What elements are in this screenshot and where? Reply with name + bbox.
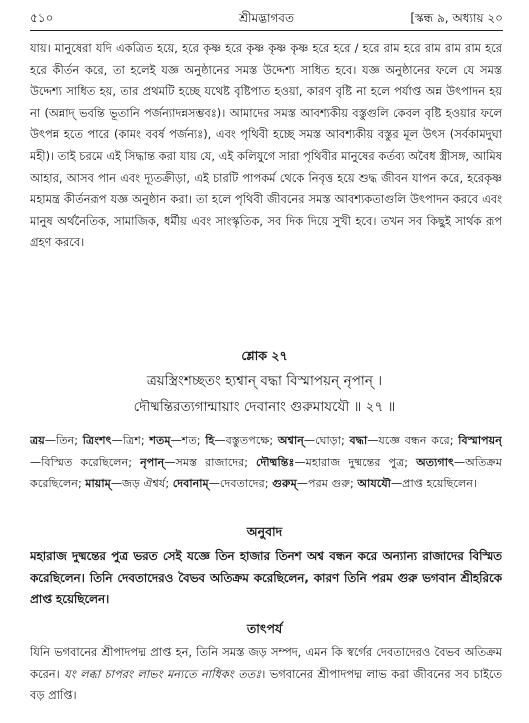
book-title: শ্রীমদ্ভাগবত bbox=[238, 11, 294, 25]
synonym-meaning: —ত্রিশ; bbox=[111, 434, 150, 447]
purport-text-b: । ভগবানের শ্রীপাদপদ্ম লাভ করা জীবনের সব চাইতে বড় প্রাপ্তি। bbox=[30, 666, 502, 703]
synonym-word: দৌষ্মন্তিঃ bbox=[256, 455, 295, 469]
synonym-word: হি bbox=[205, 434, 215, 447]
synonym-meaning: —জড় ঐশ্বর্য; bbox=[110, 477, 173, 491]
synonym-meaning: —দেবতাদের; bbox=[208, 477, 273, 491]
section-label: [স্কন্ধ ৯, অধ্যায় ২০ bbox=[410, 11, 503, 25]
synonym-word: নৃপান্ bbox=[140, 455, 165, 469]
synonym-meaning: —পরম গুরু; bbox=[296, 477, 358, 491]
synonym-word: দেবানাম্ bbox=[172, 477, 209, 491]
verse-line-2: দৌষ্মন্তিরত্যগান্মায়াং দেবানাং গুরুমাযযৌ ॥ ২৭ ॥ bbox=[133, 399, 396, 415]
synonym-word: ত্রিংশৎ bbox=[82, 434, 112, 447]
translation-heading: অনুবাদ bbox=[246, 524, 283, 539]
header-rule bbox=[30, 30, 503, 31]
purport-continued: যায়। মানুষেরা যদি একত্রিত হয়ে, হরে কৃষ্ণ হরে কৃষ্ণ কৃষ্ণ কৃষ্ণ হরে হরে / হরে রাম হরে রাম রাম রাম হরে হরে কীর্তন করে, তা হলেই যজ্ঞ অনুষ্ঠানের সমস্ত উদ্দেশ্য সাধিত হবে। যজ্ঞ অনুষ্ঠানের ফলে যে সমস্ত উদ্দেশ্য সাধিত হয়, তার প্রথমটি হচ্ছে যথেষ্ট বৃষ্টিপাত হওয়া, কারণ বৃষ্টি না হলে পর্যাপ্ত অন্ন উৎপাদন হয় না (অন্নাদ্ ভবন্তি ভূতানি পর্জন্যাদন্নসম্ভবঃ)। আমাদের সমস্ত আবশ্যকীয় বস্তুগুলি কেবল বৃষ্টি হওয়ার ফলে উৎপন্ন হতে পারে (কামং ববর্ষ পর্জন্যঃ), এবং পৃথিবী হচ্ছে সমস্ত আবশ্যকীয় বস্তুর মূল উৎস (সর্বকামদুঘা মহী)। তাই চরমে এই সিদ্ধান্ত করা যায় যে, এই কলিযুগে সারা পৃথিবীর মানুষের কর্তব্য অবৈধ স্ত্রীসঙ্গ, আমিষ আহার, আসব পান এবং দ্যূতক্রীড়া, এই চারটি পাপকর্ম থেকে নিবৃত্ত হয়ে শুদ্ধ জীবন যাপন করে, হরেকৃষ্ণ মহামন্ত্র কীর্তনরূপ যজ্ঞ অনুষ্ঠান করা। তা হলে পৃথিবী জীবনের সমস্ত আবশ্যকতাগুলি উৎপাদন করবে এবং মানুষ অর্থনৈতিক, সামাজিক, ধর্মীয় এবং সাংস্কৃতিক, সব দিক দিয়ে সুখী হবে। তখন সব কিছুই সার্থক রূপ গ্রহণ করবে। bbox=[30, 41, 502, 250]
synonym-word: শতম্ bbox=[149, 434, 171, 447]
synonym-meaning: —অতিক্রম করেছিলেন; bbox=[30, 455, 502, 491]
synonym-meaning: —বিস্মিত করেছিলেন; bbox=[30, 455, 141, 469]
translation-text: মহারাজ দুষ্মন্তের পুত্র ভরত সেই যজ্ঞে তিন হাজার তিনশ অশ্ব বন্ধন করে অন্যান্য রাজাদের বিস্মিত করেছিলেন। তিনি দেবতাদেরও বৈভব অতিক্রম করেছিলেন, কারণ তিনি পরম গুরু ভগবান শ্রীহরিকে প্রাপ্ত হয়েছিলেন। bbox=[30, 549, 502, 607]
synonym-meaning: —তিন; bbox=[44, 434, 83, 447]
purport-text bbox=[30, 642, 502, 710]
synonym-meaning: —প্রাপ্ত হয়েছিলেন। bbox=[390, 477, 477, 491]
purport-text-a: যিনি ভগবানের শ্রীপাদপদ্ম প্রাপ্ত হন, তিনি সমস্ত জড় সম্পদ, এমন কি স্বর্গের দেবতাদেরও বৈভব অতিক্রম করেন। bbox=[30, 645, 502, 681]
synonym-word: আযযৌ bbox=[357, 477, 391, 491]
synonym-meaning: —শত; bbox=[170, 434, 206, 447]
synonym-meaning: —ঘোড়া; bbox=[303, 434, 350, 447]
synonym-meaning: —যজ্ঞে বন্ধন করে; bbox=[367, 434, 459, 447]
page-header bbox=[30, 8, 503, 28]
synonym-word: অত্যগাৎ bbox=[416, 455, 454, 469]
synonym-word: অশ্বান্ bbox=[277, 434, 304, 447]
sloka-title: শ্লোক ২৭ bbox=[241, 348, 288, 363]
synonym-meaning: —মহারাজ দুষ্মন্তের পুত্র; bbox=[294, 455, 417, 469]
synonyms bbox=[30, 430, 502, 518]
synonym-word: গুরুম্ bbox=[272, 477, 297, 491]
synonym-meaning: —সমস্ত রাজাদের; bbox=[164, 455, 257, 469]
purport-quote: যং লব্ধা চাপরং লাভং মন্যতে নাধিকং ততঃ bbox=[64, 666, 262, 681]
synonym-word: বিস্মাপয়ন্ bbox=[458, 434, 502, 447]
purport-heading: তাৎপর্য bbox=[246, 621, 283, 636]
synonym-meaning: —বস্তুতপক্ষে; bbox=[214, 434, 278, 447]
synonym-word: মায়াম্ bbox=[85, 477, 111, 491]
synonym-word: বদ্ধা bbox=[349, 434, 368, 447]
synonym-word: ত্রয় bbox=[30, 434, 45, 447]
page-number: ৫১০ bbox=[30, 11, 54, 25]
verse-line-1: ত্রয়স্ত্রিংশচ্ছতং হ্যশ্বান্ বদ্ধা বিস্মাপয়ন্ নৃপান্ । bbox=[146, 373, 383, 389]
